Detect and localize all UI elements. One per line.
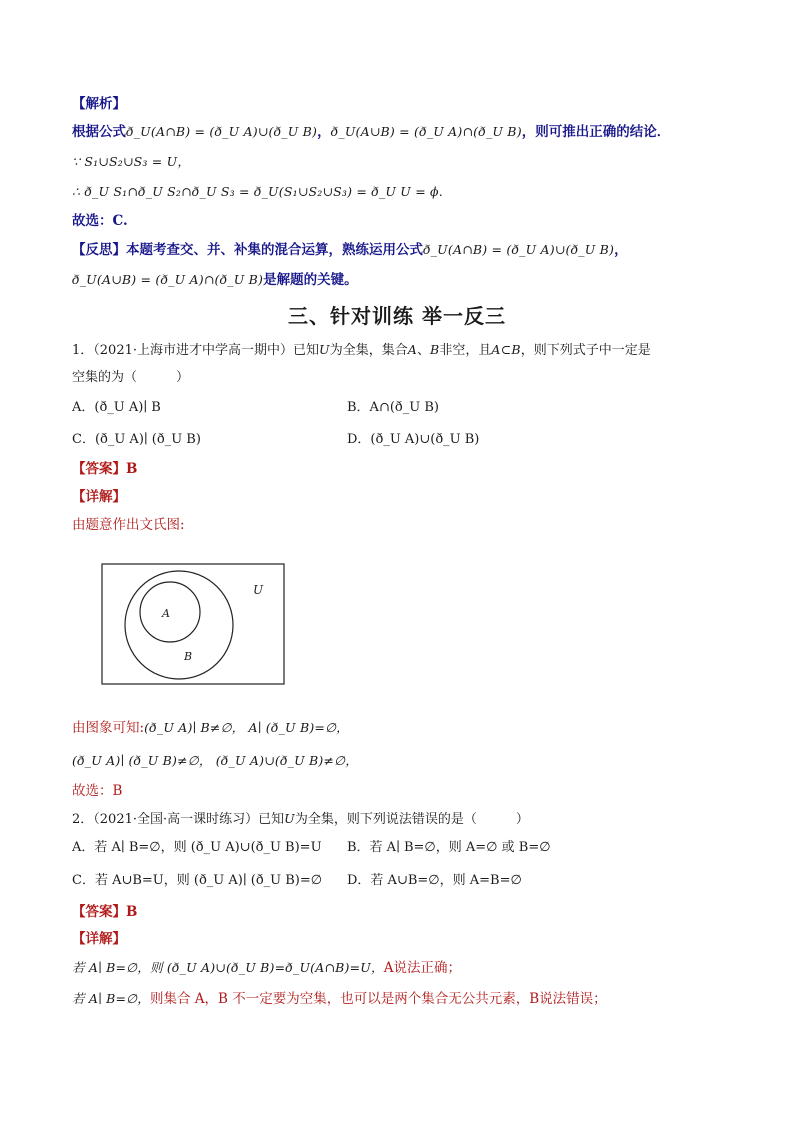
label-B: B [184, 650, 193, 663]
reflection-line-1 [72, 240, 628, 260]
q2-stem-source: 2．（2021·全国·高一课时练习）已知 [72, 812, 285, 827]
reflection-text: 本题考查交、并、补集的混合运算，熟练运用公式 [126, 242, 423, 258]
q1-figure-line-1 [72, 718, 349, 738]
reflection-formula-2: ð_U(A∪B) = (ð_U A)∩(ð_U B) [72, 272, 264, 287]
reflection-suffix: 是解题的关键。 [263, 272, 358, 288]
formula-complement-union: ð_U(A∪B) = (ð_U A)∩(ð_U B) [330, 124, 522, 139]
q2-answer: 【答案】B [72, 904, 138, 920]
venn-diagram [100, 562, 286, 686]
q1-figure-math-1: (ð_U A)∣ B≠∅， A∣ (ð_U B)=∅， [144, 720, 349, 735]
q2-stem-text: 为全集，则下列说法错误的是（ ） [294, 812, 529, 827]
q1-figure-prefix: 由图象可知: [72, 720, 145, 736]
q1-answer: 【答案】B [72, 461, 138, 477]
q1-figure-line-2: (ð_U A)∣ (ð_U B)≠∅， (ð_U A)∪(ð_U B)≠∅， [72, 753, 358, 768]
q1-var-U: U [319, 342, 330, 357]
formula-complement-intersection: ð_U(A∩B) = (ð_U A)∪(ð_U B) [126, 124, 318, 139]
analysis-line-1 [72, 122, 670, 142]
q2-option-d: D．若 A∪B=∅，则 A=B=∅ [347, 873, 522, 888]
analysis-choice: 故选：C. [72, 213, 128, 229]
q2-detail-line-2 [72, 989, 607, 1009]
q2-detail-math-2: 若 A∣ B=∅， [72, 991, 150, 1006]
separator: ， [317, 124, 331, 140]
analysis-line-3: ∴ ð_U S₁∩ð_U S₂∩ð_U S₃ = ð_U(S₁∪S₂∪S₃) = ð_U U = ϕ. [72, 184, 443, 199]
q2-detail-note-2: 则集合 A，B 不一定要为空集，也可以是两个集合无公共元素，B说法错误； [149, 991, 607, 1007]
q2-var-U: U [284, 811, 295, 826]
q1-detail-label: 【详解】 [72, 489, 126, 505]
q1-stem-text: 非空，且 [439, 343, 492, 358]
q1-stem-text: 、 [417, 343, 431, 358]
analysis-suffix: ，则可推出正确的结论． [521, 124, 671, 140]
reflection-formula-1: ð_U(A∩B) = (ð_U A)∪(ð_U B) [423, 242, 615, 257]
q2-stem [72, 809, 529, 830]
set-a-circle [140, 582, 200, 642]
q1-choice: 故选：B [72, 783, 123, 799]
analysis-label: 【解析】 [72, 96, 126, 112]
q1-subset: A⊂B [491, 342, 521, 357]
q1-stem-source: 1．（2021·上海市进才中学高一期中）已知 [72, 343, 319, 358]
q1-stem-text: 为全集，集合 [329, 343, 408, 358]
q1-option-c: C．(ð_U A)∣ (ð_U B) [72, 432, 201, 447]
q2-option-b: B．若 A∣ B=∅，则 A=∅ 或 B=∅ [347, 840, 551, 855]
q2-detail-note-1: A说法正确； [383, 960, 461, 976]
q1-venn-intro: 由题意作出文氏图: [72, 517, 185, 533]
universe-rectangle [102, 564, 284, 684]
q2-detail-label: 【详解】 [72, 931, 126, 947]
q1-stem-text: ，则下列式子中一定是 [520, 343, 651, 358]
q2-option-a: A．若 A∣ B=∅，则 (ð_U A)∪(ð_U B)=U [72, 840, 322, 855]
separator: ， [614, 242, 628, 258]
reflection-line-2 [72, 270, 358, 290]
q1-option-b: B．A∩(ð_U B) [347, 400, 439, 415]
q1-stem-line-2: 空集的为（ ） [72, 370, 190, 385]
q1-option-d: D．(ð_U A)∪(ð_U B) [347, 432, 480, 447]
q2-detail-line-1 [72, 958, 461, 978]
q1-var-A: A [407, 342, 417, 357]
label-U: U [253, 583, 264, 597]
q1-var-B: B [430, 342, 440, 357]
analysis-line-2: ∵ S₁∪S₂∪S₃ = U， [72, 154, 191, 169]
q1-option-a: A．(ð_U A)∣ B [72, 400, 161, 415]
q1-stem-line-1 [72, 340, 651, 361]
q2-option-c: C．若 A∪B=U，则 (ð_U A)∣ (ð_U B)=∅ [72, 873, 323, 888]
q2-detail-math-1: 若 A∣ B=∅，则 (ð_U A)∪(ð_U B)=ð_U(A∩B)=U， [72, 960, 384, 975]
section-title: 三、针对训练 举一反三 [288, 304, 506, 328]
label-A: A [162, 607, 170, 620]
analysis-prefix: 根据公式 [72, 124, 126, 140]
set-b-circle [125, 571, 233, 679]
reflection-label: 【反思】 [72, 242, 126, 258]
